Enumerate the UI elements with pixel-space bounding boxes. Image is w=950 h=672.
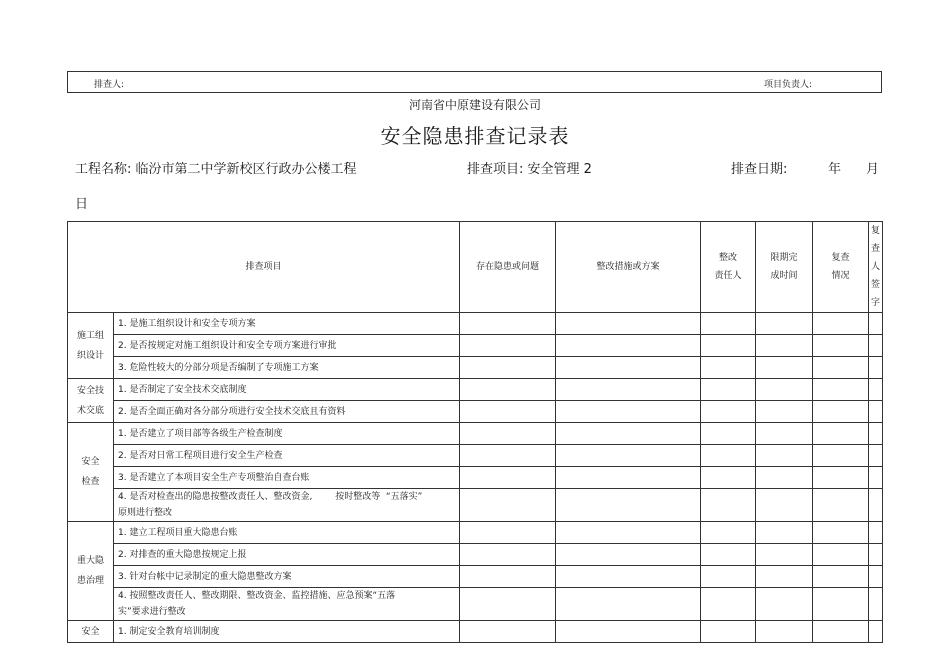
item-cell: 2. 是否对日常工程项目进行安全生产检查 — [114, 445, 460, 467]
company-name: 河南省中原建设有限公司 — [408, 98, 541, 112]
table-row — [68, 423, 883, 445]
category-cell: 施工组 织设计 — [68, 313, 114, 379]
item-cell: 3. 是否建立了本项目安全生产专项整治自查台账 — [114, 467, 460, 489]
table-row — [68, 445, 883, 467]
table-row — [68, 335, 883, 357]
category-cell: 安全 — [68, 621, 114, 643]
item-cell: 3. 危险性较大的分部分项是否编制了专项施工方案 — [114, 357, 460, 379]
item-cell: 2. 是否全面正确对各分部分项进行安全技术交底且有资料 — [114, 401, 460, 423]
document-title: 安全隐患排查记录表 — [380, 124, 570, 148]
item-cell: 1. 是否建立了项目部等各级生产检查制度 — [114, 423, 460, 445]
category-cell: 安全技 术交底 — [68, 379, 114, 423]
item-cell: 4. 是否对检查出的隐患按整改责任人、整改资金, 按时整改等 “五落实” 原则进行整改 — [114, 489, 460, 522]
inspection-table — [67, 221, 883, 643]
date-month: 月 — [866, 162, 880, 177]
item-cell: 1. 建立工程项目重大隐患台账 — [114, 522, 460, 544]
header-issue: 存在隐患或问题 — [460, 222, 556, 313]
date-year: 年 — [828, 162, 842, 177]
table-row — [68, 489, 883, 522]
category-cell: 安全 检查 — [68, 423, 114, 522]
table-row — [68, 621, 883, 643]
header-deadline: 限期完 成时间 — [756, 222, 813, 313]
table-row — [68, 313, 883, 335]
signature-header-box — [67, 71, 882, 93]
item-cell: 2. 是否按规定对施工组织设计和安全专项方案进行审批 — [114, 335, 460, 357]
item-cell: 3. 针对台帐中记录制定的重大隐患整改方案 — [114, 566, 460, 588]
header-measure: 整改措施或方案 — [556, 222, 701, 313]
item-cell: 1. 制定安全教育培训制度 — [114, 621, 460, 643]
table-row — [68, 588, 883, 621]
table-row — [68, 467, 883, 489]
header-responsible: 整改 责任人 — [701, 222, 756, 313]
item-cell: 1. 是施工组织设计和安全专项方案 — [114, 313, 460, 335]
header-recheck: 复查 情况 — [813, 222, 869, 313]
header-item: 排查项目 — [68, 222, 460, 313]
table-row — [68, 566, 883, 588]
date-day: 日 — [75, 197, 89, 212]
inspection-date-label: 排查日期: — [731, 162, 788, 177]
header-rechecker: 复查人 签字 — [869, 222, 883, 313]
table-row — [68, 357, 883, 379]
category-cell: 重大隐 患治理 — [68, 522, 114, 621]
inspection-item: 排查项目: 安全管理 2 — [467, 162, 592, 177]
inspector-label: 排查人: — [94, 80, 125, 90]
project-name: 工程名称: 临汾市第二中学新校区行政办公楼工程 — [75, 162, 357, 177]
project-lead-label: 项目负责人: — [764, 80, 813, 90]
item-cell: 2. 对排查的重大隐患按规定上报 — [114, 544, 460, 566]
item-cell: 1. 是否制定了安全技术交底制度 — [114, 379, 460, 401]
table-row — [68, 544, 883, 566]
table-row — [68, 522, 883, 544]
table-row — [68, 379, 883, 401]
table-row — [68, 401, 883, 423]
item-cell: 4. 按照整改责任人、整改期限、整改资金、监控措施、应急预案“五落 实”要求进行整改 — [114, 588, 460, 621]
